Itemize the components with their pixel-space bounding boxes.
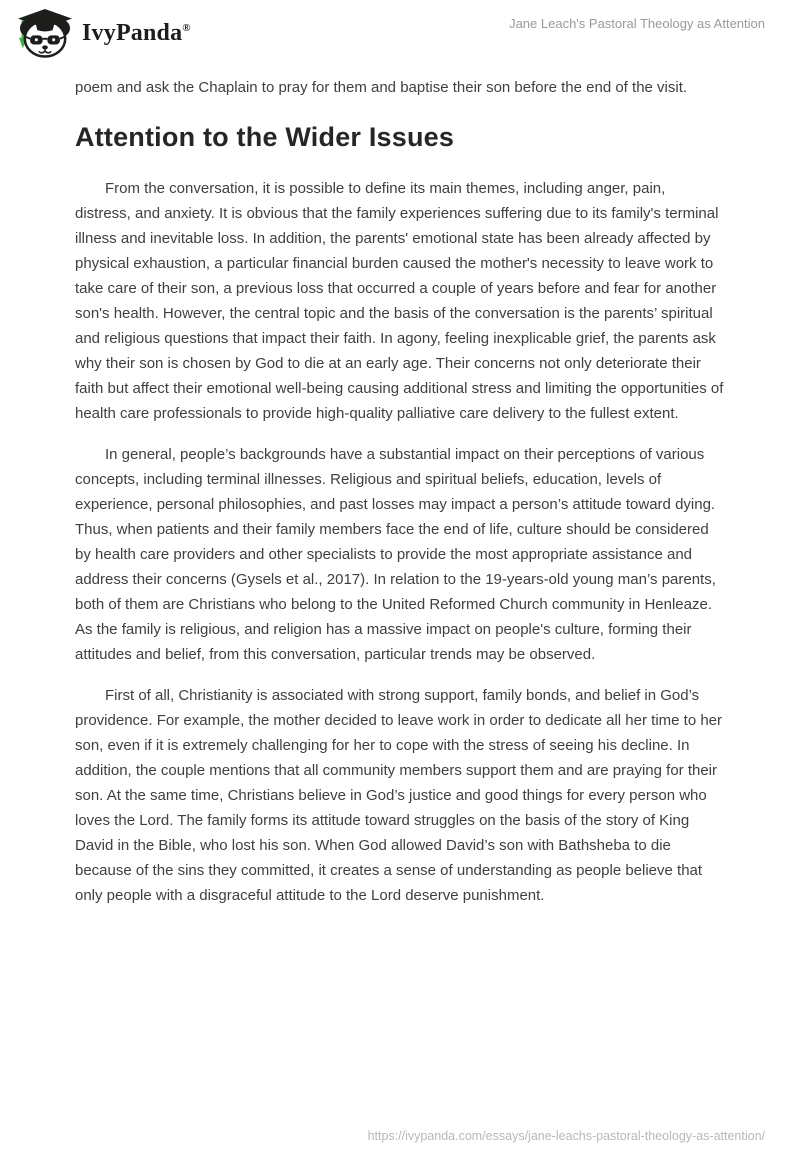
- page-header: [0, 0, 800, 62]
- essay-paragraph: From the conversation, it is possible to define its main themes, including anger, pain, distress, and anxiety. It is obvious that the family experiences suffering due to its family's terminal illness and inevitable loss. In addition, the parents' emotional state has been already affected by physical exhaustion, a particular financial burden caused the mother's necessity to leave work to take care of their son, a previous loss that occurred a couple of years before and fear for another son's health. However, the central topic and the basis of the conversation is the parents’ spiritual and religious questions that impact their faith. In agony, feeling inexplicable grief, the parents ask why their son is chosen by God to die at an early age. Their concerns not only deteriorate their faith but affect their emotional well-being causing additional stress and limiting the opportunities of health care professionals to provide high-quality palliative care delivery to the fullest extent.: [75, 180, 724, 422]
- essay-paragraph: In general, people’s backgrounds have a substantial impact on their perceptions of various concepts, including terminal illnesses. Religious and spiritual beliefs, education, levels of experience, personal philosophies, and past losses may impact a person’s attitude toward dying. Thus, when patients and their family members face the end of life, culture should be considered by health care providers and other specialists to provide the most appropriate assistance and address their concerns (Gysels et al., 2017). In relation to the 19-years-old young man’s parents, both of them are Christians who belong to the United Reformed Church community in Henleaze. As the family is religious, and religion has a massive impact on people's culture, forming their attitudes and belief, from this conversation, particular trends may be observed.: [75, 446, 716, 663]
- page-footer: [368, 1127, 765, 1145]
- essay-paragraph: First of all, Christianity is associated with strong support, family bonds, and belief in God’s providence. For example, the mother decided to leave work in order to dedicate all her time to her son, even if it is extremely challenging for her to cope with the stress of seeing his decline. In addition, the couple mentions that all community members support them and are praying for their son. At the same time, Christians believe in God’s justice and good things for every person who loves the Lord. The family forms its attitude toward struggles on the basis of the story of King David in the Bible, who lost his son. When God allowed David’s son with Bathsheba to die because of the sins they committed, it creates a sense of understanding as people believe that only people with a disgraceful attitude to the Lord deserve punishment.: [75, 687, 723, 904]
- ivypanda-panda-logo-icon: [14, 8, 76, 58]
- essay-content: [0, 62, 800, 908]
- source-url: https://ivypanda.com/essays/jane-leachs-pastoral-theology-as-attention/: [367, 1129, 765, 1143]
- header-document-title: Jane Leach's Pastoral Theology as Attention: [509, 16, 765, 31]
- brand-logo-link[interactable]: [14, 8, 191, 58]
- registered-trademark: ®: [182, 21, 191, 34]
- section-heading: Attention to the Wider Issues: [75, 122, 455, 152]
- continuation-paragraph: poem and ask the Chaplain to pray for them and baptise their son before the end of the visit.: [75, 79, 688, 96]
- brand-name: IvyPanda®: [82, 19, 191, 46]
